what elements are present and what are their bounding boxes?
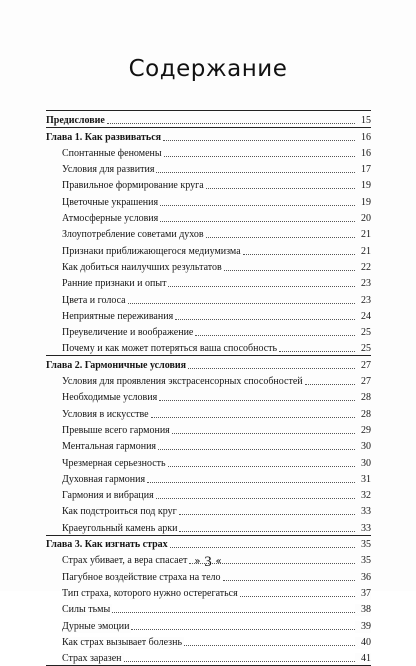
toc-entry-title: Предисловие bbox=[46, 115, 105, 127]
toc-entry bbox=[46, 518, 371, 534]
toc-entry-page: 19 bbox=[355, 197, 371, 209]
toc-entry-title: Чрезмерная серьезность bbox=[62, 457, 166, 469]
toc-entry-page: 25 bbox=[355, 343, 371, 355]
toc-entry-page: 30 bbox=[355, 441, 371, 453]
toc-entry-title: Глава 2. Гармоничные условия bbox=[46, 359, 187, 371]
toc-entry-title: Почему и как может потеряться ваша способность bbox=[62, 343, 278, 355]
toc-dot-leader bbox=[170, 546, 355, 548]
toc-entry-title: Ранние признаки и опыт bbox=[62, 278, 167, 290]
toc-entry-page: 31 bbox=[355, 474, 371, 486]
toc-entry-title: Глава 3. Как изгнать страх bbox=[46, 539, 168, 551]
toc-dot-leader bbox=[163, 139, 355, 141]
toc-entry-page: 27 bbox=[355, 360, 371, 372]
toc-dot-leader bbox=[179, 513, 355, 515]
toc-entry bbox=[46, 600, 371, 616]
toc-entry-title: Ментальная гармония bbox=[62, 441, 157, 453]
toc-entry-title: Страх заразен bbox=[62, 653, 122, 665]
toc-dot-leader bbox=[179, 530, 355, 532]
toc-chapter-entry bbox=[46, 111, 371, 127]
toc-entry bbox=[46, 176, 371, 192]
toc-dot-leader bbox=[223, 579, 355, 581]
toc-dot-leader bbox=[168, 465, 355, 467]
toc-entry bbox=[46, 209, 371, 225]
toc-dot-leader bbox=[184, 644, 355, 646]
toc-entry-page: 23 bbox=[355, 295, 371, 307]
toc-dot-leader bbox=[112, 611, 355, 613]
toc-dot-leader bbox=[159, 399, 355, 401]
toc-entry-page: 39 bbox=[355, 621, 371, 633]
toc-entry-title: Необходимые условия bbox=[62, 392, 158, 404]
toc-entry-title: Как подстроиться под круг bbox=[62, 506, 177, 518]
toc-dot-leader bbox=[172, 432, 355, 434]
toc-dot-leader bbox=[224, 269, 355, 271]
toc-entry-page: 27 bbox=[355, 376, 371, 388]
toc-entry-title: Признаки приближающегося медиумизма bbox=[62, 245, 241, 257]
toc-entry-page: 17 bbox=[355, 164, 371, 176]
toc-dot-leader bbox=[147, 481, 355, 483]
toc-dot-leader bbox=[243, 253, 355, 255]
toc-dot-leader bbox=[107, 122, 355, 124]
toc-dot-leader bbox=[305, 383, 355, 385]
toc-entry bbox=[46, 633, 371, 649]
toc-chapter-entry bbox=[46, 535, 371, 551]
toc-dot-leader bbox=[188, 367, 355, 369]
toc-entry-title: Цвета и голоса bbox=[62, 294, 126, 306]
toc-entry bbox=[46, 290, 371, 306]
toc-entry bbox=[46, 486, 371, 502]
toc-entry bbox=[46, 307, 371, 323]
toc-entry bbox=[46, 241, 371, 257]
toc-dot-leader bbox=[195, 334, 355, 336]
toc-entry-title: Неприятные переживания bbox=[62, 310, 174, 322]
toc-dot-leader bbox=[158, 448, 355, 450]
toc-entry-page: 23 bbox=[355, 278, 371, 290]
toc-entry bbox=[46, 144, 371, 160]
toc-dot-leader bbox=[160, 220, 355, 222]
toc-entry-title: Гармония и вибрация bbox=[62, 490, 154, 502]
toc-entry-page: 40 bbox=[355, 637, 371, 649]
toc-entry bbox=[46, 502, 371, 518]
toc-entry-page: 28 bbox=[355, 392, 371, 404]
toc-entry-title: Краеугольный камень арки bbox=[62, 522, 178, 534]
toc-dot-leader bbox=[160, 204, 355, 206]
toc-entry-page: 16 bbox=[355, 132, 371, 144]
toc-entry-page: 37 bbox=[355, 588, 371, 600]
folio-left-ornament: » bbox=[194, 556, 201, 567]
toc-entry bbox=[46, 225, 371, 241]
toc-entry-title: Злоупотребление советами духов bbox=[62, 229, 204, 241]
toc-entry-page: 33 bbox=[355, 523, 371, 535]
toc-dot-leader bbox=[279, 350, 355, 352]
toc-entry-title: Спонтанные феномены bbox=[62, 147, 162, 159]
toc-entry bbox=[46, 339, 371, 355]
page-number-value: 3 bbox=[204, 554, 212, 570]
toc-entry-page: 30 bbox=[355, 458, 371, 470]
toc-entry-title: Глава 1. Как развиваться bbox=[46, 131, 162, 143]
toc-entry-page: 38 bbox=[355, 604, 371, 616]
toc-dot-leader bbox=[240, 595, 355, 597]
toc-entry-page: 36 bbox=[355, 572, 371, 584]
toc-entry-page: 25 bbox=[355, 327, 371, 339]
toc-entry-page: 22 bbox=[355, 262, 371, 274]
toc-entry-page: 21 bbox=[355, 246, 371, 258]
toc-entry-page: 35 bbox=[355, 555, 371, 567]
toc-entry bbox=[46, 470, 371, 486]
toc-dot-leader bbox=[128, 302, 355, 304]
toc-entry bbox=[46, 584, 371, 600]
toc-entry-page: 29 bbox=[355, 425, 371, 437]
toc-entry-page: 28 bbox=[355, 409, 371, 421]
toc-dot-leader bbox=[175, 318, 355, 320]
toc-entry bbox=[46, 437, 371, 453]
toc-dot-leader bbox=[206, 187, 355, 189]
toc-entry-page: 20 bbox=[355, 213, 371, 225]
toc-entry bbox=[46, 388, 371, 404]
toc-entry bbox=[46, 453, 371, 469]
toc-entry-title: Правильное формирование круга bbox=[62, 180, 204, 192]
page-title: Содержание bbox=[128, 56, 288, 82]
toc-entry bbox=[46, 274, 371, 290]
table-of-contents bbox=[46, 110, 371, 666]
toc-dot-leader bbox=[206, 236, 355, 238]
toc-entry-page: 15 bbox=[355, 115, 371, 127]
toc-entry-title: Как страх вызывает болезнь bbox=[62, 636, 183, 648]
toc-entry-title: Условия в искусстве bbox=[62, 408, 149, 420]
toc-entry-title: Тип страха, которого нужно остерегаться bbox=[62, 587, 238, 599]
toc-entry-page: 24 bbox=[355, 311, 371, 323]
toc-dot-leader bbox=[124, 660, 355, 662]
toc-entry-page: 16 bbox=[355, 148, 371, 160]
toc-entry-page: 32 bbox=[355, 490, 371, 502]
toc-entry-page: 41 bbox=[355, 653, 371, 665]
toc-entry bbox=[46, 649, 371, 665]
toc-dot-leader bbox=[164, 155, 355, 157]
toc-entry-title: Условия для развития bbox=[62, 164, 155, 176]
toc-entry bbox=[46, 421, 371, 437]
toc-entry-title: Дурные эмоции bbox=[62, 620, 130, 632]
toc-entry-page: 35 bbox=[355, 539, 371, 551]
toc-entry bbox=[46, 372, 371, 388]
toc-entry-title: Духовная гармония bbox=[62, 473, 146, 485]
toc-dot-leader bbox=[131, 628, 355, 630]
toc-entry-page: 21 bbox=[355, 229, 371, 241]
toc-entry-title: Пагубное воздействие страха на тело bbox=[62, 571, 221, 583]
toc-entry bbox=[46, 404, 371, 420]
toc-dot-leader bbox=[168, 285, 355, 287]
toc-entry-page: 33 bbox=[355, 506, 371, 518]
toc-entry-title: Преувеличение и воображение bbox=[62, 327, 194, 339]
toc-entry bbox=[46, 258, 371, 274]
toc-entry-title: Силы тьмы bbox=[62, 604, 111, 616]
toc-entry-title: Страх убивает, а вера спасает bbox=[62, 555, 188, 567]
toc-dot-leader bbox=[156, 497, 355, 499]
toc-chapter-entry bbox=[46, 127, 371, 143]
toc-entry bbox=[46, 323, 371, 339]
toc-dot-leader bbox=[156, 171, 355, 173]
toc-entry bbox=[46, 160, 371, 176]
toc-entry bbox=[46, 192, 371, 208]
toc-entry bbox=[46, 616, 371, 632]
toc-entry-title: Превыше всего гармония bbox=[62, 424, 170, 436]
folio-right-ornament: « bbox=[215, 556, 222, 567]
toc-entry-title: Цветочные украшения bbox=[62, 196, 159, 208]
toc-dot-leader bbox=[151, 416, 355, 418]
toc-entry-title: Атмосферные условия bbox=[62, 213, 159, 225]
toc-entry-title: Условия для проявления экстрасенсорных способностей bbox=[62, 376, 303, 388]
toc-chapter-entry bbox=[46, 355, 371, 371]
toc-entry-page: 19 bbox=[355, 180, 371, 192]
toc-entry-title: Как добиться наилучших результатов bbox=[62, 261, 222, 273]
